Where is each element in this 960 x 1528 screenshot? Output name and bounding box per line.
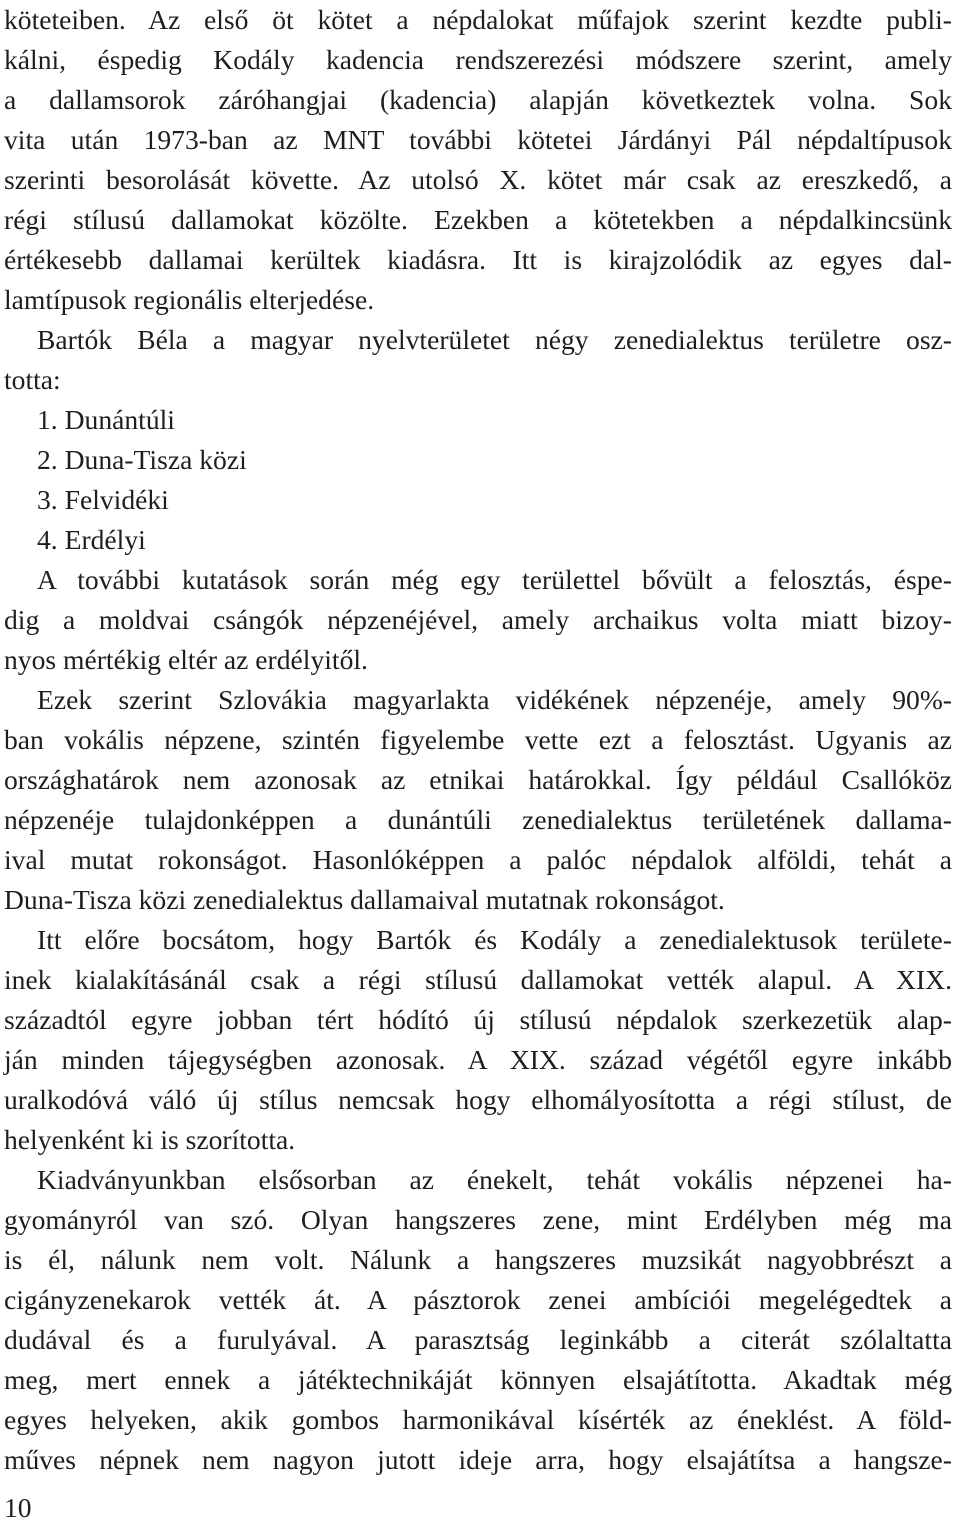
text-line: vita után 1973-ban az MNT további kötetei Járdányi Pál népdaltípusok [4, 124, 952, 155]
text-line: műves népnek nem nagyon jutott ideje arra, hogy elsajátítsa a hangsze- [4, 1444, 952, 1475]
text-line: köteteiben. Az első öt kötet a népdalokat műfajok szerint kezdte publi- [4, 4, 952, 35]
text-line: cigányzenekarok vették át. A pásztorok zenei ambíciói megelégedtek a [4, 1284, 952, 1315]
text-line: Bartók Béla a magyar nyelvterületet négy zenedialektus területre osz- [37, 324, 952, 355]
text-line: nyos mértékig eltér az erdélyitől. [4, 644, 368, 675]
text-line: szerinti besorolását követte. Az utolsó X. kötet már csak az ereszkedő, a [4, 164, 952, 195]
list-item: 4. Erdélyi [37, 524, 146, 555]
text-line: értékesebb dallamai kerültek kiadásra. Itt is kirajzolódik az egyes dal- [4, 244, 952, 275]
list-item: 3. Felvidéki [37, 484, 169, 515]
text-line: kálni, éspedig Kodály kadencia rendszerezési módszere szerint, amely [4, 44, 952, 75]
text-line: A további kutatások során még egy területtel bővült a felosztás, éspe- [37, 564, 952, 595]
text-line: Kiadványunkban elsősorban az énekelt, tehát vokális népzenei ha- [37, 1164, 952, 1195]
text-line: népzenéje tulajdonképpen a dunántúli zenedialektus területének dallama- [4, 804, 952, 835]
text-line: Duna-Tisza közi zenedialektus dallamaival mutatnak rokonságot. [4, 884, 725, 915]
text-line: is él, nálunk nem volt. Nálunk a hangszeres muzsikát nagyobbrészt a [4, 1244, 952, 1275]
text-line: ján minden tájegységben azonosak. A XIX. század végétől egyre inkább [4, 1044, 952, 1075]
list-item: 2. Duna-Tisza közi [37, 444, 247, 475]
text-line: meg, mert ennek a játéktechnikáját könnyen elsajátította. Akadtak még [4, 1364, 952, 1395]
text-line: dudával és a furulyával. A parasztság leginkább a citerát szólaltatta [4, 1324, 952, 1355]
text-line: századtól egyre jobban tért hódító új stílusú népdalok szerkezetük alap- [4, 1004, 952, 1035]
text-line: totta: [4, 364, 61, 395]
text-line: egyes helyeken, akik gombos harmonikával kísérték az éneklést. A föld- [4, 1404, 952, 1435]
text-line: uralkodóvá váló új stílus nemcsak hogy elhomályosította a régi stílust, de [4, 1084, 952, 1115]
list-item: 1. Dunántúli [37, 404, 175, 435]
text-line: dig a moldvai csángók népzenéjével, amely archaikus volta miatt bizoy- [4, 604, 952, 635]
text-line: helyenként ki is szorította. [4, 1124, 296, 1155]
text-line: gyományról van szó. Olyan hangszeres zene, mint Erdélyben még ma [4, 1204, 952, 1235]
text-line: Ezek szerint Szlovákia magyarlakta vidékének népzenéje, amely 90%- [37, 684, 952, 715]
page-number: 10 [4, 1492, 32, 1523]
text-line: lamtípusok regionális elterjedése. [4, 284, 375, 315]
text-line: inek kialakításánál csak a régi stílusú dallamokat vették alapul. A XIX. [4, 964, 952, 995]
text-line: régi stílusú dallamokat közölte. Ezekben a kötetekben a népdalkincsünk [4, 204, 952, 235]
text-line: a dallamsorok záróhangjai (kadencia) alapján következtek volna. Sok [4, 84, 952, 115]
text-line: ival mutat rokonságot. Hasonlóképpen a palóc népdalok alföldi, tehát a [4, 844, 952, 875]
text-line: Itt előre bocsátom, hogy Bartók és Kodály a zenedialektusok területe- [37, 924, 952, 955]
text-line: országhatárok nem azonosak az etnikai határokkal. Így például Csallóköz [4, 764, 952, 795]
text-line: ban vokális népzene, szintén figyelembe vette ezt a felosztást. Ugyanis az [4, 724, 952, 755]
